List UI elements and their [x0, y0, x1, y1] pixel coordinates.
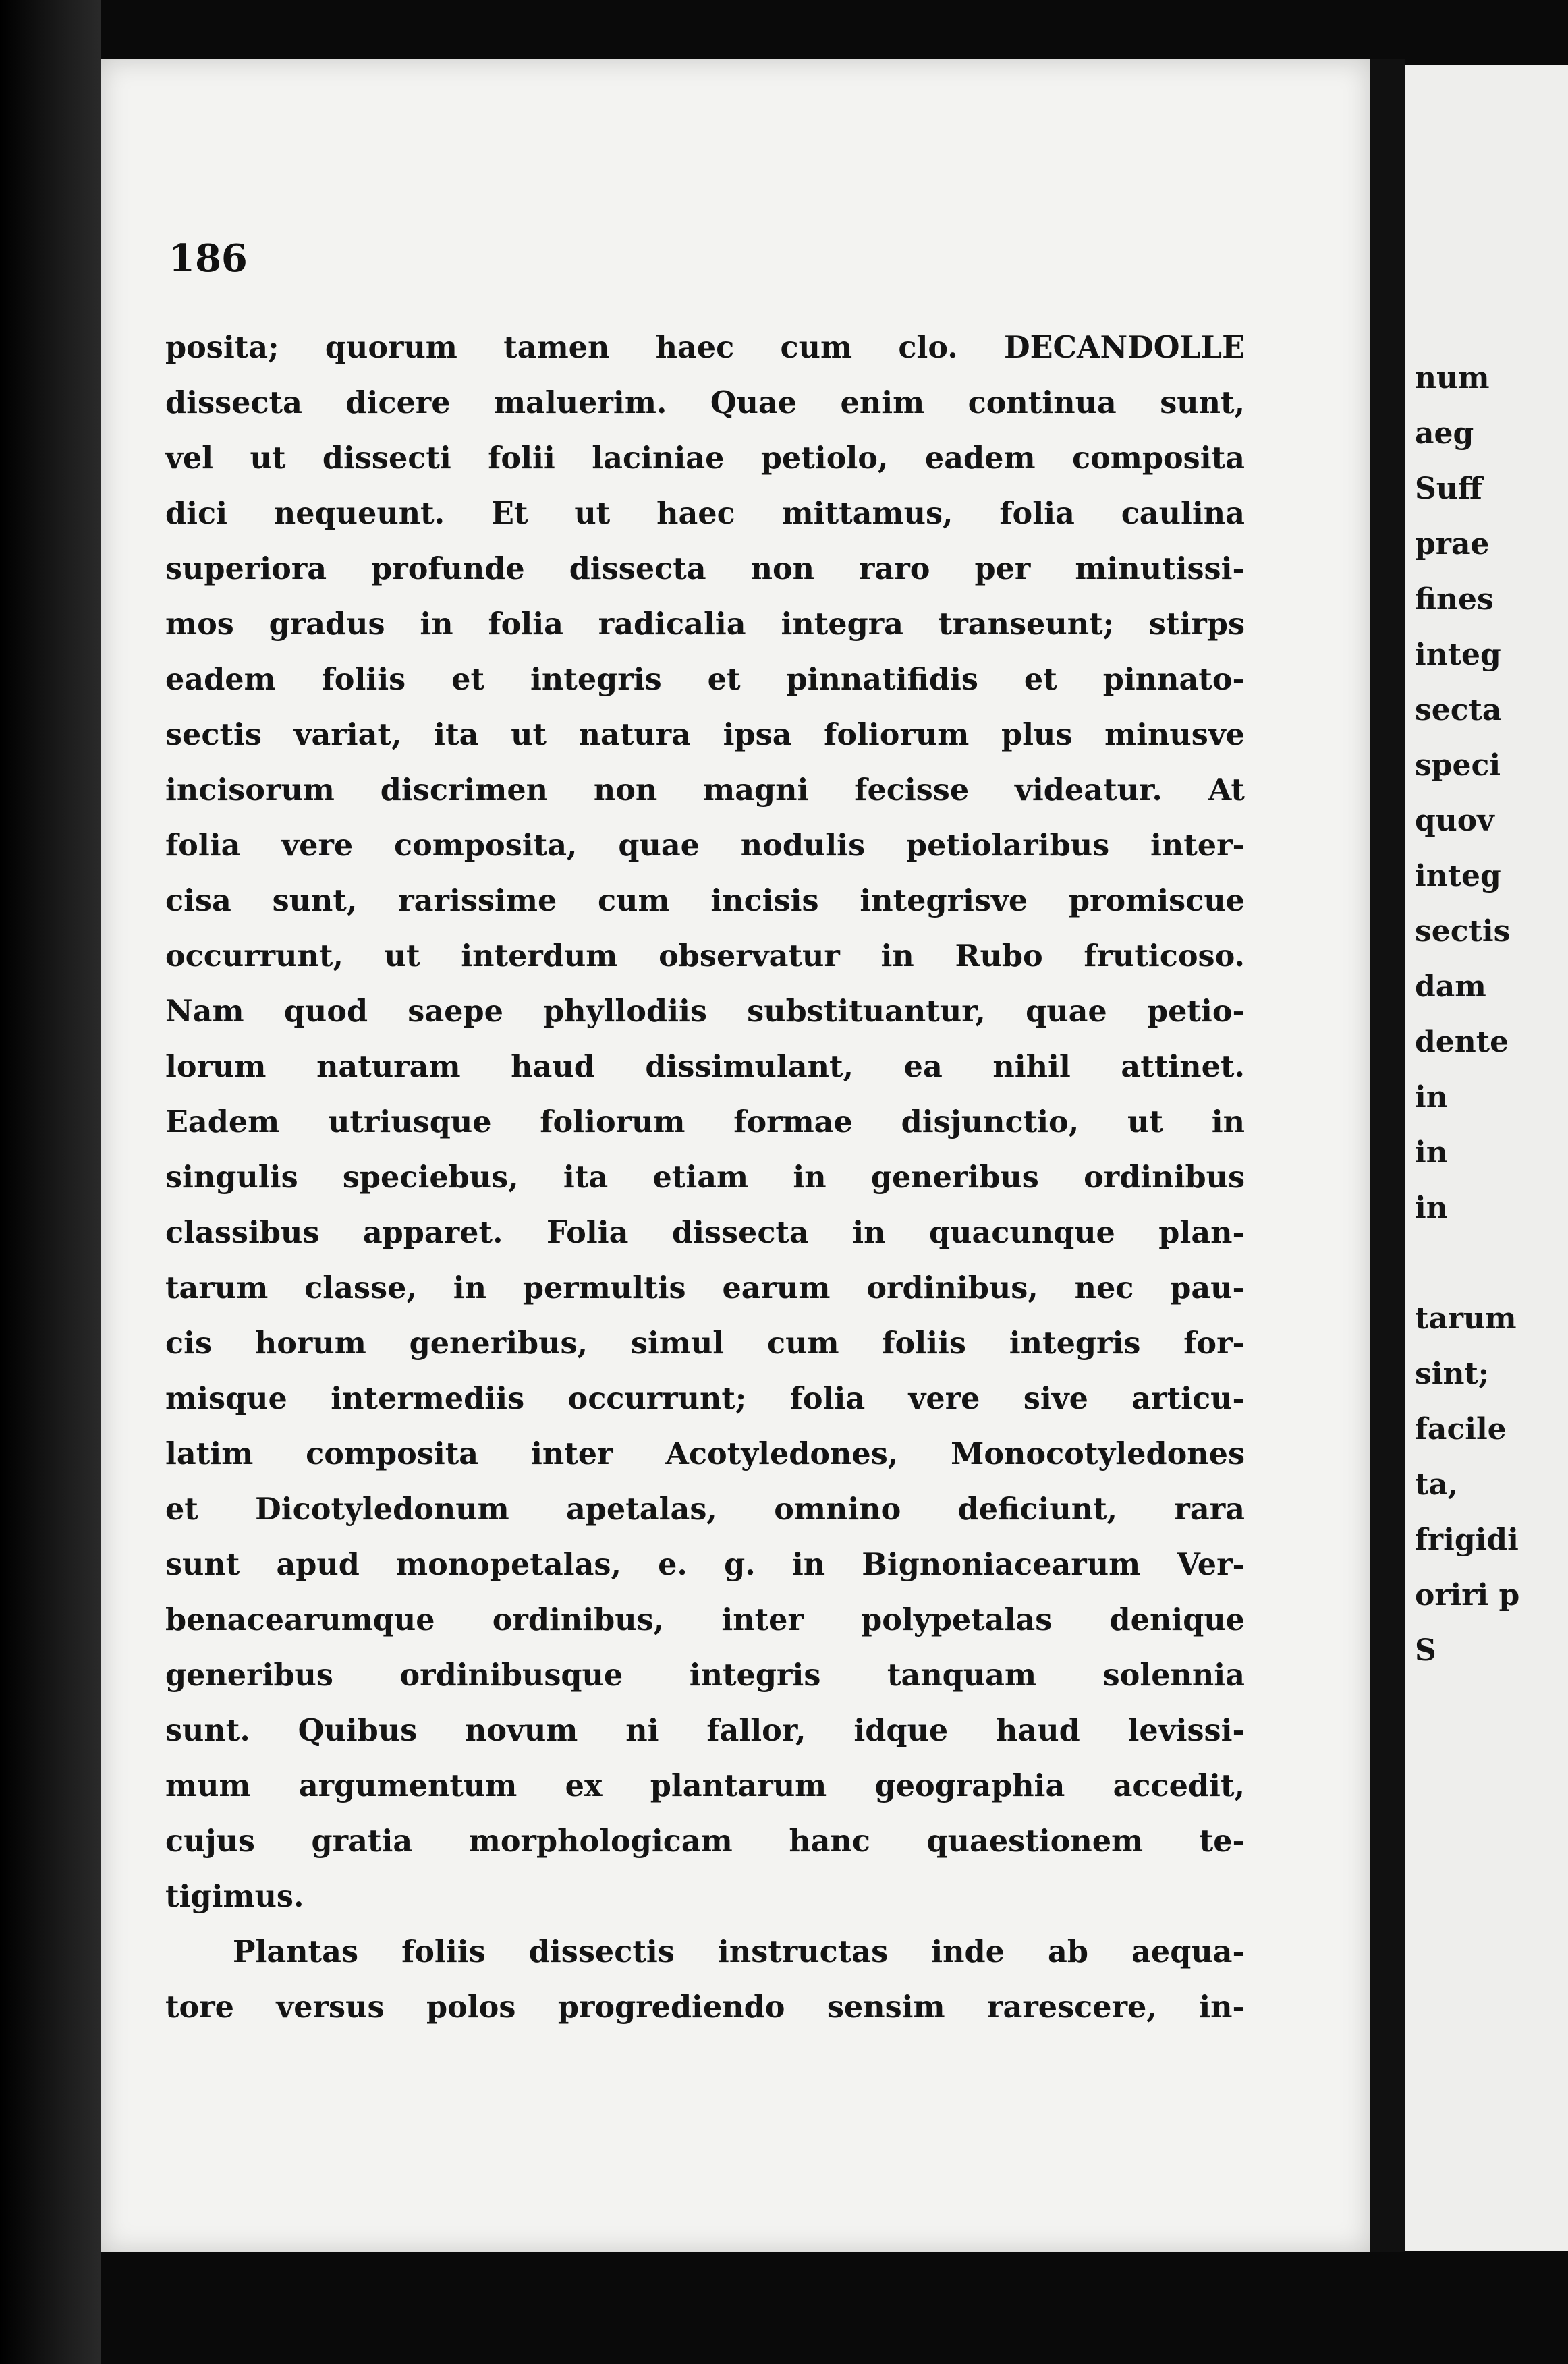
next-page-line: aeg	[1415, 416, 1474, 451]
text-line: cisa sunt, rarissime cum incisis integrisve promiscue	[165, 883, 1245, 918]
text-line: sunt. Quibus novum ni fallor, idque haud levissi-	[165, 1713, 1245, 1748]
text-line: folia vere composita, quae nodulis petiolaribus inter-	[165, 828, 1245, 863]
next-page-text	[1415, 351, 1568, 1679]
next-page-line: frigidi	[1415, 1523, 1519, 1557]
next-page-line: Suff	[1415, 472, 1482, 506]
next-page-line: ta,	[1415, 1467, 1459, 1502]
next-page-line: secta	[1415, 693, 1502, 727]
next-page-line: integ	[1415, 859, 1501, 893]
text-line: mum argumentum ex plantarum geographia accedit,	[165, 1768, 1245, 1803]
page-text-block	[165, 320, 1245, 2035]
next-page-line: prae	[1415, 527, 1490, 561]
next-page-line: speci	[1415, 748, 1501, 783]
next-page-line: in	[1415, 1135, 1448, 1170]
text-line: eadem foliis et integris et pinnatifidis et pinnato-	[165, 662, 1245, 697]
text-line: posita; quorum tamen haec cum clo. DECANDOLLE	[165, 330, 1245, 365]
text-line: sunt apud monopetalas, e. g. in Bignoniacearum Ver-	[165, 1547, 1245, 1582]
text-line: cis horum generibus, simul cum foliis integris for-	[165, 1326, 1245, 1361]
next-page-line: in	[1415, 1080, 1448, 1115]
next-page-line: fines	[1415, 582, 1494, 617]
next-page-line: dam	[1415, 969, 1486, 1004]
book-left-edge	[0, 0, 101, 2364]
next-page-line: in	[1415, 1191, 1448, 1225]
text-line: singulis speciebus, ita etiam in generibus ordinibus	[165, 1160, 1245, 1195]
text-line: Nam quod saepe phyllodiis substituantur, quae petio-	[165, 994, 1245, 1029]
next-page-line: quov	[1415, 804, 1494, 838]
text-line: tigimus.	[165, 1879, 304, 1914]
next-page-line: sint;	[1415, 1357, 1490, 1391]
book-gutter	[1370, 59, 1405, 2252]
next-page-line: S	[1415, 1633, 1436, 1668]
text-line: misque intermediis occurrunt; folia vere sive articu-	[165, 1381, 1245, 1416]
text-line: benacearumque ordinibus, inter polypetalas denique	[165, 1602, 1245, 1637]
text-line: dissecta dicere maluerim. Quae enim continua sunt,	[165, 385, 1245, 420]
text-line: Eadem utriusque foliorum formae disjunctio, ut in	[165, 1104, 1245, 1139]
text-line: cujus gratia morphologicam hanc quaestionem te-	[165, 1824, 1245, 1859]
text-line: Plantas foliis dissectis instructas inde ab aequa-	[233, 1934, 1245, 1969]
next-page-line: sectis	[1415, 914, 1511, 949]
text-line: tarum classe, in permultis earum ordinibus, nec pau-	[165, 1270, 1245, 1305]
text-line: classibus apparet. Folia dissecta in quacunque plan-	[165, 1215, 1245, 1250]
text-line: et Dicotyledonum apetalas, omnino deficiunt, rara	[165, 1492, 1245, 1527]
text-line: sectis variat, ita ut natura ipsa foliorum plus minusve	[165, 717, 1245, 752]
text-line: vel ut dissecti folii laciniae petiolo, eadem composita	[165, 441, 1245, 476]
text-line: dici nequeunt. Et ut haec mittamus, folia caulina	[165, 496, 1245, 531]
next-page-line: integ	[1415, 638, 1501, 672]
next-page-line	[1415, 1236, 1568, 1291]
text-line: occurrunt, ut interdum observatur in Rubo fruticoso.	[165, 938, 1245, 974]
text-line: incisorum discrimen non magni fecisse videatur. At	[165, 772, 1245, 808]
text-line: lorum naturam haud dissimulant, ea nihil attinet.	[165, 1049, 1245, 1084]
text-line: superiora profunde dissecta non raro per minutissi-	[165, 551, 1245, 586]
next-page-line: num	[1415, 361, 1490, 395]
page-number: 186	[169, 236, 248, 281]
text-line: latim composita inter Acotyledones, Monocotyledones	[165, 1436, 1245, 1471]
text-line: mos gradus in folia radicalia integra transeunt; stirps	[165, 607, 1245, 642]
text-line: generibus ordinibusque integris tanquam solennia	[165, 1658, 1245, 1693]
text-line: tore versus polos progrediendo sensim rarescere, in-	[165, 1990, 1245, 2025]
next-page-line: oriri p	[1415, 1578, 1520, 1612]
next-page-line: dente	[1415, 1025, 1509, 1059]
next-page-line: facile	[1415, 1412, 1507, 1446]
next-page-line: tarum	[1415, 1301, 1517, 1336]
